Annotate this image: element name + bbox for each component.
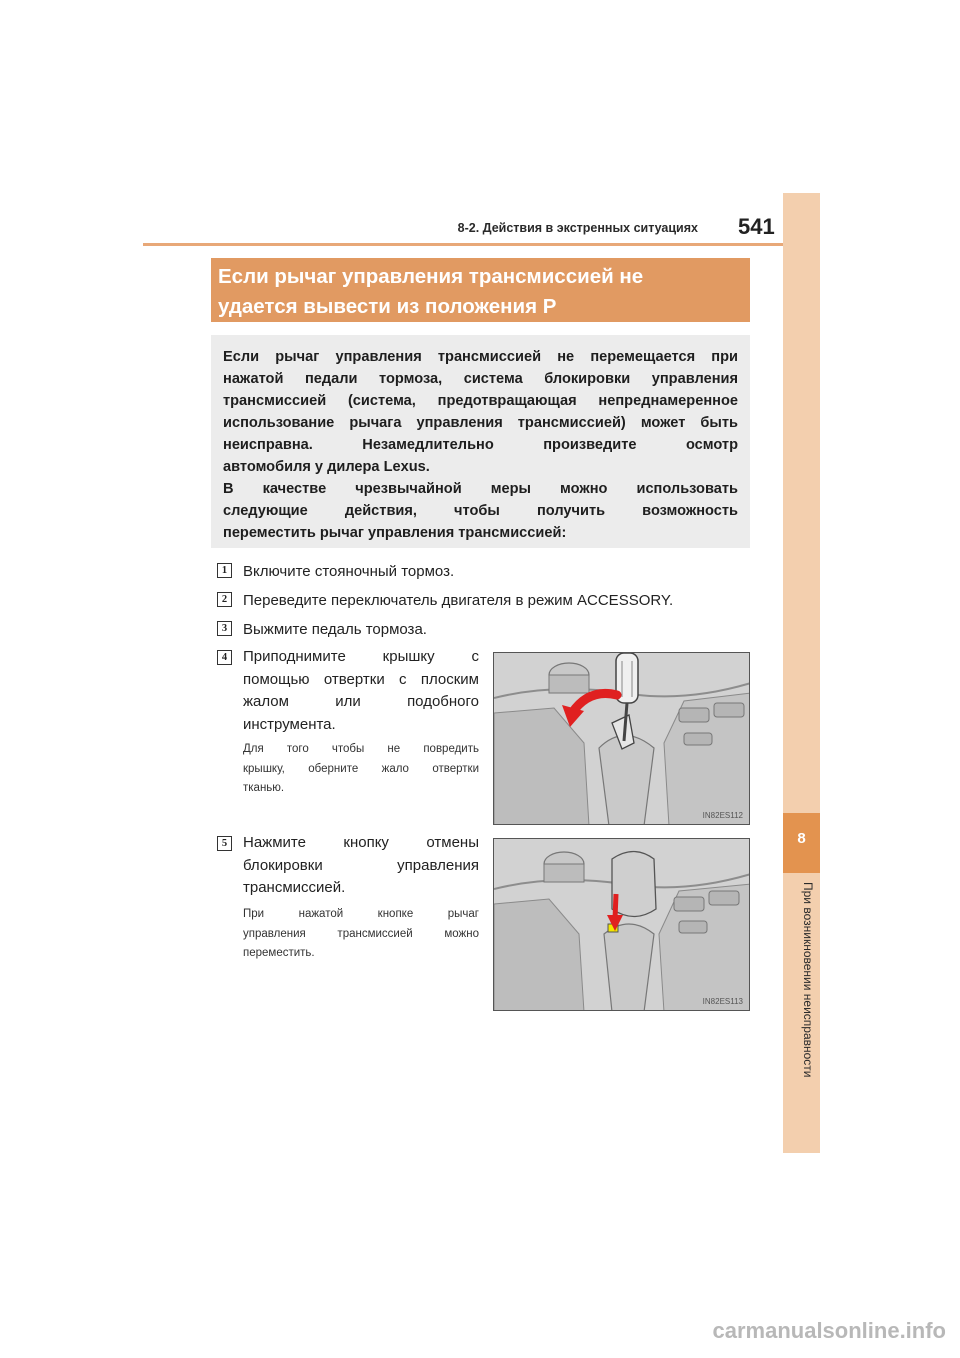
intro-line: автомобиля у дилера Lexus. [223,459,430,475]
step-5-text [243,832,479,900]
step-1-text: Включите стояночный тормоз. [243,563,455,580]
header-rule [143,243,820,246]
step-4-line: помощью отвертки с плоским [243,670,479,688]
step-4-line: жалом или подобного [243,693,479,710]
step-number-badge: 4 [217,650,232,665]
intro-line: Если рычаг управления трансмиссией не перемещается при [223,349,738,365]
watermark: carmanualsonline.info [712,1318,946,1343]
step-number-badge: 1 [217,563,232,578]
step-5-note [243,905,479,964]
intro-line: переместить рычаг управления трансмиссией: [223,525,567,541]
step-5-note-line: управления трансмиссией можно [243,927,479,940]
step-4-text [243,646,479,736]
step-4-note-line: Для того чтобы не повредить [243,743,479,755]
gear-console-illustration [494,839,750,1011]
intro-line: следующие действия, чтобы получить возможность [223,503,738,519]
intro-line: нажатой педали тормоза, система блокировки управления [223,371,738,387]
section-title-line-1: Если рычаг управления трансмиссией не [218,265,644,288]
step-5-line: Нажмите кнопку отмены [243,834,479,851]
figure-code: IN82ES112 [702,811,743,820]
section-title-line-2: удается вывести из положения P [218,295,557,318]
step-4-note [243,740,479,799]
chapter-title-vertical: При возникновении неисправности [801,882,815,1078]
step-4-note-line: тканью. [243,782,285,794]
chapter-number: 8 [797,830,806,847]
section-label: 8-2. Действия в экстренных ситуациях [457,221,698,235]
page-number: 541 [738,214,775,239]
step-number-badge: 3 [217,621,232,636]
intro-line: трансмиссией (система, предотвращающая непреднамеренное [223,393,738,409]
step-3-text: Выжмите педаль тормоза. [243,621,427,638]
intro-line: В качестве чрезвычайной меры можно использовать [223,481,738,497]
step-5-line: трансмиссией. [243,879,346,896]
step-number-badge: 5 [217,836,232,851]
step-5-note-line: переместить. [243,947,315,959]
step-5-line: блокировки управления [243,856,479,874]
step-2-text: Переведите переключатель двигателя в режим ACCESSORY. [243,592,674,609]
intro-line: использование рычага управления трансмиссией) может быть [223,415,738,431]
intro-line: неисправна. Незамедлительно произведите осмотр [223,437,738,453]
figure-release-button [493,838,750,1011]
step-4-line: Приподнимите крышку с [243,648,479,665]
step-number-badge: 2 [217,592,232,607]
intro-box [211,335,750,548]
figure-pry-cover [493,652,750,825]
gear-console-illustration [494,653,750,825]
step-4-note-line: крышку, оберните жало отвертки [243,762,479,775]
step-5-note-line: При нажатой кнопке рычаг [243,908,479,920]
figure-code: IN82ES113 [702,997,743,1006]
step-4-line: инструмента. [243,715,336,733]
section-title-box [211,258,750,322]
